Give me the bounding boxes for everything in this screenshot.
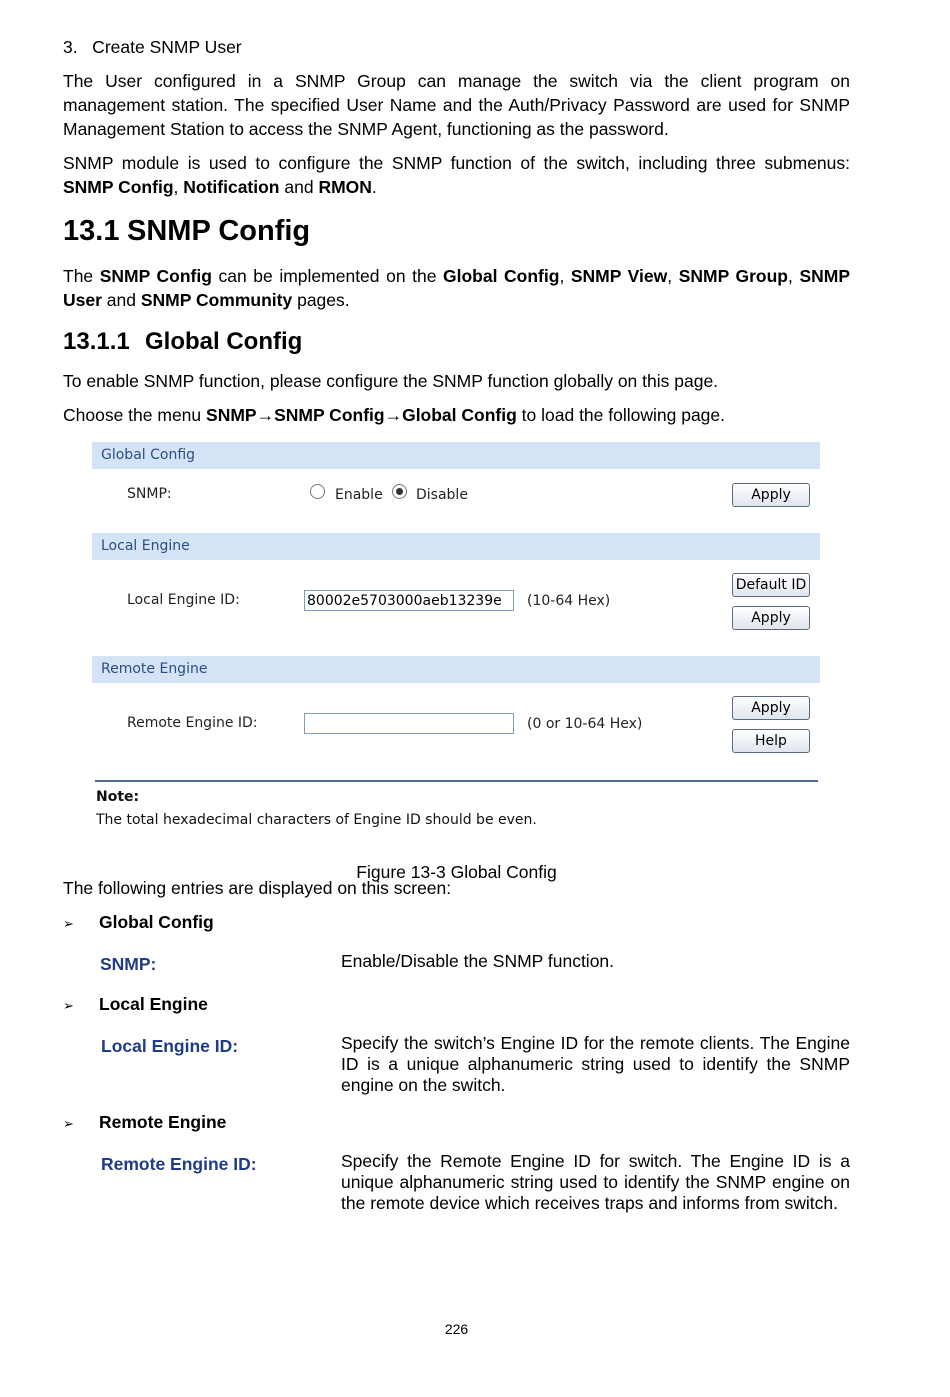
bullet-arrow-icon: ➢ <box>63 1116 74 1131</box>
entries-intro: The following entries are displayed on this screen: <box>63 878 452 898</box>
local-apply-button[interactable]: Apply <box>732 606 810 630</box>
remote-engine-id-label: Remote Engine ID: <box>127 715 258 731</box>
global-config-section-header: Global Config <box>92 442 820 469</box>
snmp-disable-label[interactable]: Disable <box>416 487 468 503</box>
intro-paragraph: The User configured in a SNMP Group can manage the switch via the client program on management station. The specified User Name and the Auth/Privacy Password are used for SNMP Management Station to access the SNMP Agent, functioning as the password. <box>63 71 850 139</box>
default-id-button[interactable]: Default ID <box>732 573 810 597</box>
remote-engine-section-header: Remote Engine <box>92 656 820 683</box>
note-body: The total hexadecimal characters of Engine ID should be even. <box>96 812 537 828</box>
figure-caption: Figure 13-3 Global Config <box>356 861 557 882</box>
snmp-enable-label[interactable]: Enable <box>335 487 383 503</box>
entry-section-global-config: ➢ Global Config <box>63 910 214 936</box>
page-number: 226 <box>444 1321 469 1337</box>
bullet-arrow-icon: ➢ <box>63 998 74 1013</box>
snmp-label: SNMP: <box>127 486 172 502</box>
local-engine-id-input[interactable] <box>304 590 514 611</box>
snmp-enable-radio[interactable] <box>310 484 325 499</box>
snmp-config-paragraph: The SNMP Config can be implemented on the Global Config, SNMP View, SNMP Group, SNMP User and SNMP Community pages. <box>63 266 850 310</box>
help-button[interactable]: Help <box>732 729 810 753</box>
entry-section-remote-engine: ➢ Remote Engine <box>63 1110 226 1136</box>
section-heading-13-1-1: 13.1.1 Global Config <box>63 328 303 355</box>
remote-apply-button[interactable]: Apply <box>732 696 810 720</box>
entry-desc-snmp: Enable/Disable the SNMP function. <box>341 951 615 971</box>
remote-engine-id-hint: (0 or 10-64 Hex) <box>527 716 643 732</box>
remote-engine-id-input[interactable] <box>304 713 514 734</box>
note-title: Note: <box>96 789 140 805</box>
enable-paragraph: To enable SNMP function, please configure the SNMP function globally on this page. <box>63 371 719 391</box>
menu-path-paragraph: Choose the menu SNMP→SNMP Config→Global Config to load the following page. <box>63 405 726 425</box>
local-engine-id-label: Local Engine ID: <box>127 592 240 608</box>
entry-section-local-engine: ➢ Local Engine <box>63 992 208 1018</box>
snmp-module-paragraph: SNMP module is used to configure the SNMP function of the switch, including three submenus: SNMP Config, Notification and RMON. <box>63 153 850 197</box>
entry-desc-local-engine-id: Specify the switch’s Engine ID for the remote clients. The Engine ID is a unique alphanumeric string used to identify the SNMP engine on the switch. <box>341 1033 850 1095</box>
snmp-disable-radio[interactable] <box>392 484 407 499</box>
entry-term-remote-engine-id: Remote Engine ID: <box>101 1154 257 1174</box>
step-heading: 3. Create SNMP User <box>63 37 242 57</box>
note-divider <box>95 780 818 782</box>
bullet-arrow-icon: ➢ <box>63 916 74 931</box>
section-heading-13-1: 13.1 SNMP Config <box>63 215 311 247</box>
entry-desc-remote-engine-id: Specify the Remote Engine ID for switch. The Engine ID is a unique alphanumeric string used to identify the SNMP engine on the remote device which receives traps and informs from switch. <box>341 1151 850 1213</box>
local-engine-section-header: Local Engine <box>92 533 820 560</box>
local-engine-id-hint: (10-64 Hex) <box>527 593 611 609</box>
entry-term-local-engine-id: Local Engine ID: <box>101 1036 239 1056</box>
global-config-figure <box>92 442 820 842</box>
entry-term-snmp: SNMP: <box>100 954 157 974</box>
global-apply-button[interactable]: Apply <box>732 483 810 507</box>
